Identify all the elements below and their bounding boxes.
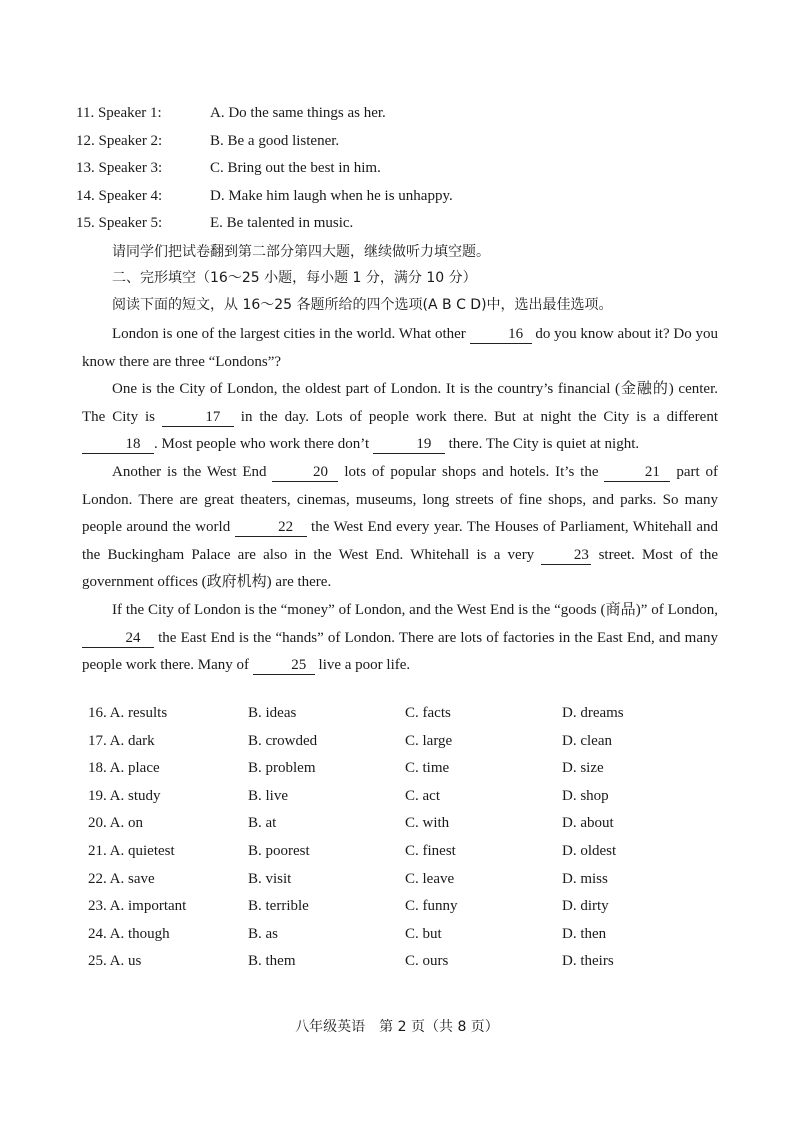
option-a[interactable]: 25. A. us	[88, 953, 142, 970]
speaker-number: 13. Speaker 3:	[76, 160, 163, 176]
blank-17[interactable]: 17	[162, 408, 234, 427]
option-b[interactable]: B. ideas	[248, 705, 297, 721]
option-a[interactable]: 16. A. results	[88, 705, 168, 721]
blank-20[interactable]: 20	[272, 463, 338, 482]
turn-page-instruction: 请同学们把试卷翻到第二部分第四大题，继续做听力填空题。	[112, 244, 490, 260]
option-c[interactable]: C. act	[405, 787, 440, 804]
speaker-number: 12. Speaker 2:	[76, 132, 163, 149]
option-a[interactable]: 20. A. on	[88, 815, 144, 832]
option-c[interactable]: C. funny	[405, 898, 458, 915]
speaker-row	[76, 214, 736, 242]
passage-paragraph-2: One is the City of London, the oldest part of London. It is the country’s financial (金融的) center. The City is 17 in the day. Lots of people work there. But at night the City is a different 18 . Most people who work there don’t 19 there. The City is quiet at night.	[82, 381, 719, 453]
options-row-19	[88, 786, 738, 814]
option-a[interactable]: 24. A. though	[88, 925, 170, 942]
speaker-option: C. Bring out the best in him.	[210, 160, 381, 176]
options-row-23	[88, 896, 738, 924]
option-a[interactable]: 21. A. quietest	[88, 842, 175, 859]
options-row-22	[88, 869, 738, 897]
speaker-option: E. Be talented in music.	[210, 215, 354, 231]
passage-paragraph-3: Another is the West End 20 lots of popular shops and hotels. It’s the 21 part of London. There are great theaters, cinemas, museums, long streets of fine shops, and parks. So many people around the world 22 the West End every year. The Houses of Parliament, Whitehall and the Buckingham Palace are also in the West End. Whitehall is a very 23 street. Most of the government offices (政府机构) are there.	[82, 463, 719, 591]
blank-21[interactable]: 21	[604, 463, 670, 482]
speaker-number: 14. Speaker 4:	[76, 187, 163, 204]
option-d[interactable]: D. theirs	[562, 953, 614, 970]
speaker-number: 15. Speaker 5:	[76, 215, 163, 231]
speaker-option: A. Do the same things as her.	[210, 105, 386, 121]
option-d[interactable]: D. about	[562, 815, 614, 832]
option-b[interactable]: B. live	[248, 787, 288, 804]
option-b[interactable]: B. at	[248, 815, 277, 832]
option-d[interactable]: D. miss	[562, 870, 608, 887]
option-d[interactable]: D. oldest	[562, 842, 617, 859]
option-c[interactable]: C. time	[405, 760, 450, 777]
option-c[interactable]: C. finest	[405, 842, 456, 859]
option-a[interactable]: 23. A. important	[88, 898, 187, 915]
speaker-row	[76, 187, 736, 215]
section-directions: 阅读下面的短文，从 16～25 各题所给的四个选项(A B C D)中，选出最佳选项。	[112, 297, 613, 313]
option-d[interactable]: D. size	[562, 760, 604, 777]
answer-options-grid	[88, 703, 738, 979]
option-b[interactable]: B. problem	[248, 760, 316, 777]
blank-25[interactable]: 25	[253, 656, 315, 675]
option-d[interactable]: D. clean	[562, 732, 612, 749]
options-row-21	[88, 841, 738, 869]
blank-22[interactable]: 22	[235, 518, 307, 537]
speaker-option: D. Make him laugh when he is unhappy.	[210, 187, 453, 204]
options-row-18	[88, 758, 738, 786]
option-c[interactable]: C. but	[405, 925, 442, 942]
speaker-matching-list	[76, 104, 736, 242]
option-a[interactable]: 18. A. place	[88, 760, 160, 777]
speaker-row	[76, 159, 736, 187]
blank-24[interactable]: 24	[82, 629, 154, 648]
options-row-20	[88, 813, 738, 841]
option-d[interactable]: D. shop	[562, 787, 609, 804]
option-a[interactable]: 19. A. study	[88, 787, 161, 804]
option-b[interactable]: B. as	[248, 925, 278, 942]
option-c[interactable]: C. leave	[405, 870, 455, 887]
option-a[interactable]: 17. A. dark	[88, 732, 155, 749]
blank-18[interactable]: 18	[82, 435, 154, 454]
cloze-passage	[82, 321, 718, 680]
option-a[interactable]: 22. A. save	[88, 870, 155, 887]
options-row-17	[88, 731, 738, 759]
options-row-16	[88, 703, 738, 731]
option-b[interactable]: B. crowded	[248, 732, 318, 749]
option-d[interactable]: D. dreams	[562, 705, 624, 721]
blank-19[interactable]: 19	[373, 435, 445, 454]
option-d[interactable]: D. then	[562, 925, 607, 942]
speaker-row	[76, 104, 736, 132]
option-b[interactable]: B. terrible	[248, 898, 309, 915]
option-c[interactable]: C. large	[405, 732, 453, 749]
section-title: 二、完形填空（16～25 小题，每小题 1 分，满分 10 分）	[112, 270, 477, 286]
option-c[interactable]: C. ours	[405, 953, 449, 970]
option-c[interactable]: C. facts	[405, 705, 451, 721]
option-b[interactable]: B. them	[248, 953, 296, 970]
speaker-row	[76, 132, 736, 160]
option-c[interactable]: C. with	[405, 815, 450, 832]
blank-23[interactable]: 23	[541, 546, 591, 565]
options-row-25	[88, 951, 738, 979]
page-footer: 八年级英语 第 2 页（共 8 页）	[295, 1019, 499, 1035]
options-row-24	[88, 924, 738, 952]
option-b[interactable]: B. visit	[248, 870, 292, 887]
passage-paragraph-1: London is one of the largest cities in the world. What other 16 do you know about it? Do you know there are three “Londons”?	[82, 326, 719, 370]
speaker-number: 11. Speaker 1:	[76, 105, 162, 121]
speaker-option: B. Be a good listener.	[210, 132, 340, 149]
option-d[interactable]: D. dirty	[562, 898, 609, 915]
blank-16[interactable]: 16	[470, 325, 532, 344]
passage-paragraph-4: If the City of London is the “money” of London, and the West End is the “goods (商品)” of London, 24 the East End is the “hands” of London. There are lots of factories in the East End, and many people work there. Many of 25 live a poor life.	[82, 601, 719, 674]
option-b[interactable]: B. poorest	[248, 842, 310, 859]
